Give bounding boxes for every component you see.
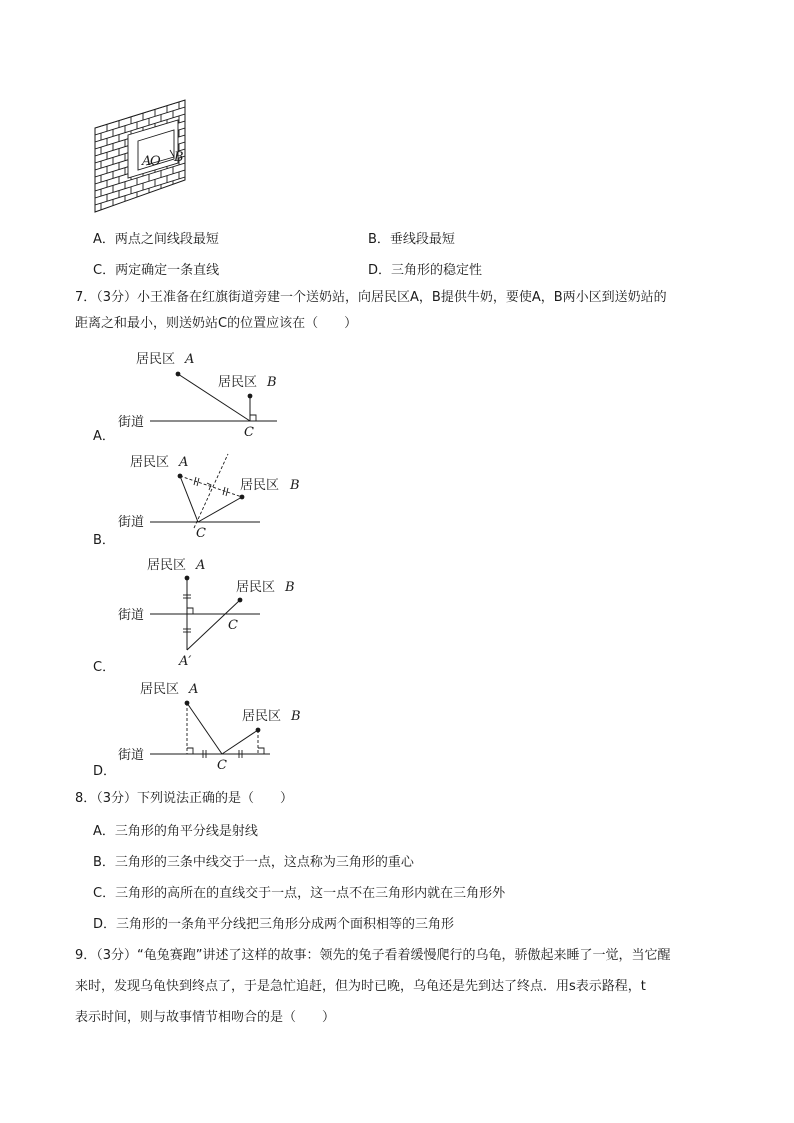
q7-figure-a bbox=[110, 345, 290, 440]
fig-c-street: 街道 bbox=[118, 608, 145, 623]
q6-option-b: B．垂线段最短 bbox=[368, 232, 455, 247]
q7-stem-line2: 距离之和最小，则送奶站C的位置应该在（ ） bbox=[75, 316, 358, 331]
fig-b-resB-text: 居民区 bbox=[240, 478, 280, 493]
fig-a-street: 街道 bbox=[118, 415, 145, 430]
wall-label-b: B bbox=[174, 150, 184, 165]
fig-a-resA-text: 居民区 bbox=[136, 352, 176, 367]
fig-d-B: B bbox=[291, 709, 301, 724]
q6-option-a: A．两点之间线段最短 bbox=[93, 232, 219, 247]
fig-c-C: C bbox=[228, 618, 238, 633]
q8-stem: 8．（3分）下列说法正确的是（ ） bbox=[75, 791, 294, 806]
wall-label-o: O bbox=[150, 154, 161, 169]
q7-option-d-mark: D． bbox=[93, 764, 117, 779]
fig-a-resB-text: 居民区 bbox=[218, 375, 258, 390]
q7-figure-c bbox=[110, 553, 310, 673]
fig-b-A: A bbox=[179, 455, 189, 470]
fig-c-Aprime: A′ bbox=[179, 654, 192, 669]
fig-c-A: A bbox=[196, 558, 206, 573]
fig-d-resA-text: 居民区 bbox=[140, 682, 180, 697]
fig-d-C: C bbox=[217, 758, 227, 773]
q7-stem-line1: 7．（3分）小王准备在红旗街道旁建一个送奶站，向居民区A，B提供牛奶，要使A，B两小区到送奶站的 bbox=[75, 290, 667, 305]
fig-a-A: A bbox=[185, 352, 195, 367]
q9-stem-line2: 来时，发现乌龟快到终点了，于是急忙追赶，但为时已晚，乌龟还是先到达了终点．用s表示路程，t bbox=[75, 979, 646, 994]
fig-d-street: 街道 bbox=[118, 748, 145, 763]
fig-a-B: B bbox=[267, 375, 277, 390]
fig-c-resA-text: 居民区 bbox=[147, 558, 187, 573]
q6-option-c: C．两定确定一条直线 bbox=[93, 263, 220, 278]
q8-option-c: C．三角形的高所在的直线交于一点，这一点不在三角形内就在三角形外 bbox=[93, 886, 506, 901]
fig-b-street: 街道 bbox=[118, 515, 145, 530]
wall-label-a: A bbox=[142, 154, 152, 169]
q9-stem bbox=[75, 940, 725, 1033]
fig-b-C: C bbox=[196, 526, 206, 541]
fig-b-B: B bbox=[290, 478, 300, 493]
q7-figure-d bbox=[110, 677, 320, 777]
fig-c-resB-text: 居民区 bbox=[236, 580, 276, 595]
q7-stem bbox=[75, 285, 725, 337]
fig-d-A: A bbox=[189, 682, 199, 697]
fig-b-resA-text: 居民区 bbox=[130, 455, 170, 470]
q8-option-d: D．三角形的一条角平分线把三角形分成两个面积相等的三角形 bbox=[93, 917, 455, 932]
brick-wall-figure bbox=[90, 95, 190, 217]
q8-option-b: B．三角形的三条中线交于一点，这点称为三角形的重心 bbox=[93, 855, 414, 870]
q7-figure-b bbox=[110, 448, 310, 543]
q8-option-a: A．三角形的角平分线是射线 bbox=[93, 824, 258, 839]
q9-stem-line1: 9．（3分）“龟兔赛跑”讲述了这样的故事：领先的兔子看着缓慢爬行的乌龟，骄傲起来睡了一觉，当它醒 bbox=[75, 948, 671, 963]
fig-c-B: B bbox=[285, 580, 295, 595]
q7-option-c-mark: C． bbox=[93, 660, 116, 675]
fig-d-resB-text: 居民区 bbox=[242, 709, 282, 724]
q7-option-b-mark: B． bbox=[93, 533, 115, 548]
q6-option-d: D．三角形的稳定性 bbox=[368, 263, 483, 278]
q9-stem-line3: 表示时间，则与故事情节相吻合的是（ ） bbox=[75, 1010, 336, 1025]
fig-a-C: C bbox=[244, 425, 254, 440]
q7-option-a-mark: A． bbox=[93, 429, 115, 444]
